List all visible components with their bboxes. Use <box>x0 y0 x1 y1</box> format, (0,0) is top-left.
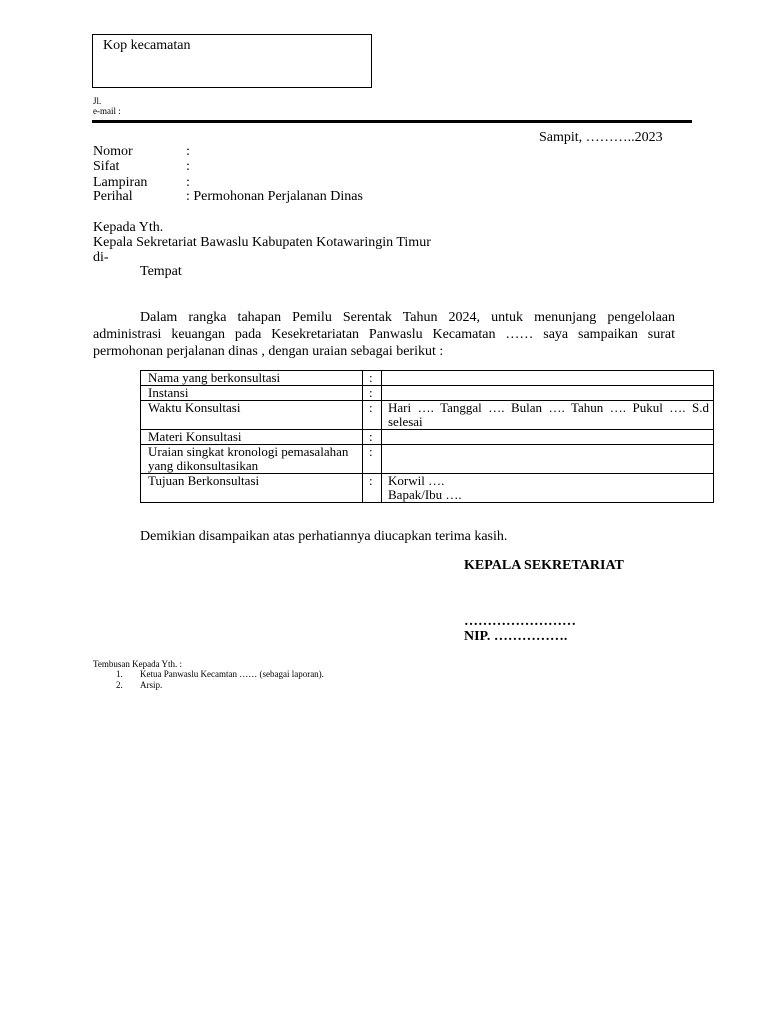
meta-value-lampiran: : <box>186 175 190 190</box>
table-cell-label: Waktu Konsultasi <box>141 401 363 430</box>
table-cell-colon: : <box>363 474 382 503</box>
tembusan-heading: Tembusan Kepada Yth. : <box>93 659 183 669</box>
table-cell-label: Nama yang berkonsultasi <box>141 371 363 386</box>
consultation-table <box>140 370 714 503</box>
closing-sentence: Demikian disampaikan atas perhatiannya diucapkan terima kasih. <box>140 529 508 544</box>
tembusan-item-number: 2. <box>116 680 123 690</box>
address-line: Jl. <box>93 96 102 106</box>
table-row <box>141 371 714 386</box>
table-cell-value <box>382 386 714 401</box>
table-cell-label: Instansi <box>141 386 363 401</box>
meta-label-sifat: Sifat <box>93 159 120 174</box>
meta-value-perihal: : Permohonan Perjalanan Dinas <box>186 189 363 204</box>
table-row <box>141 401 714 430</box>
body-paragraph: Dalam rangka tahapan Pemilu Serentak Tahun 2024, untuk menunjang pengelolaan administrasi keuangan pada Kesekretariatan Panwaslu Kecamatan …… saya sampaikan surat permohonan perjalanan dinas , dengan uraian sebagai berikut : <box>93 310 675 359</box>
signature-title: KEPALA SEKRETARIAT <box>464 558 624 573</box>
header-rule <box>92 120 692 123</box>
letterhead-label: Kop kecamatan <box>103 38 191 53</box>
table-row <box>141 474 714 503</box>
recipient-di: di- <box>93 250 109 265</box>
table-cell-label: Uraian singkat kronologi pemasalahan yang dikonsultasikan <box>141 445 363 474</box>
meta-value-nomor: : <box>186 144 190 159</box>
table-cell-colon: : <box>363 445 382 474</box>
tembusan-item-text: Ketua Panwaslu Kecamtan …… (sebagai laporan). <box>140 669 324 679</box>
meta-label-perihal: Perihal <box>93 189 133 204</box>
table-cell-value <box>382 474 714 503</box>
table-cell-value-line2: Bapak/Ibu …. <box>388 487 462 502</box>
tembusan-item-number: 1. <box>116 669 123 679</box>
table-cell-value <box>382 371 714 386</box>
recipient-salutation: Kepada Yth. <box>93 220 164 235</box>
recipient-place: Tempat <box>140 264 182 279</box>
table-cell-colon: : <box>363 371 382 386</box>
table-cell-colon: : <box>363 401 382 430</box>
table-cell-value: Hari …. Tanggal …. Bulan …. Tahun …. Pukul …. S.d selesai <box>382 401 714 430</box>
meta-label-lampiran: Lampiran <box>93 175 148 190</box>
table-cell-value-line1: Korwil …. <box>388 473 445 488</box>
meta-label-nomor: Nomor <box>93 144 133 159</box>
recipient-name: Kepala Sekretariat Bawaslu Kabupaten Kotawaringin Timur <box>93 235 431 250</box>
table-row <box>141 445 714 474</box>
signature-nip: NIP. ……………. <box>464 629 568 644</box>
table-row <box>141 430 714 445</box>
table-cell-label: Tujuan Berkonsultasi <box>141 474 363 503</box>
table-cell-label: Materi Konsultasi <box>141 430 363 445</box>
table-cell-value <box>382 445 714 474</box>
letterhead-box <box>92 34 372 88</box>
table-cell-colon: : <box>363 386 382 401</box>
letter-date: Sampit, ………..2023 <box>539 130 663 145</box>
tembusan-item-text: Arsip. <box>140 680 163 690</box>
email-line: e-mail : <box>93 106 121 116</box>
meta-value-sifat: : <box>186 159 190 174</box>
signature-name: …………………… <box>464 614 576 629</box>
table-cell-colon: : <box>363 430 382 445</box>
table-cell-value <box>382 430 714 445</box>
table-row <box>141 386 714 401</box>
